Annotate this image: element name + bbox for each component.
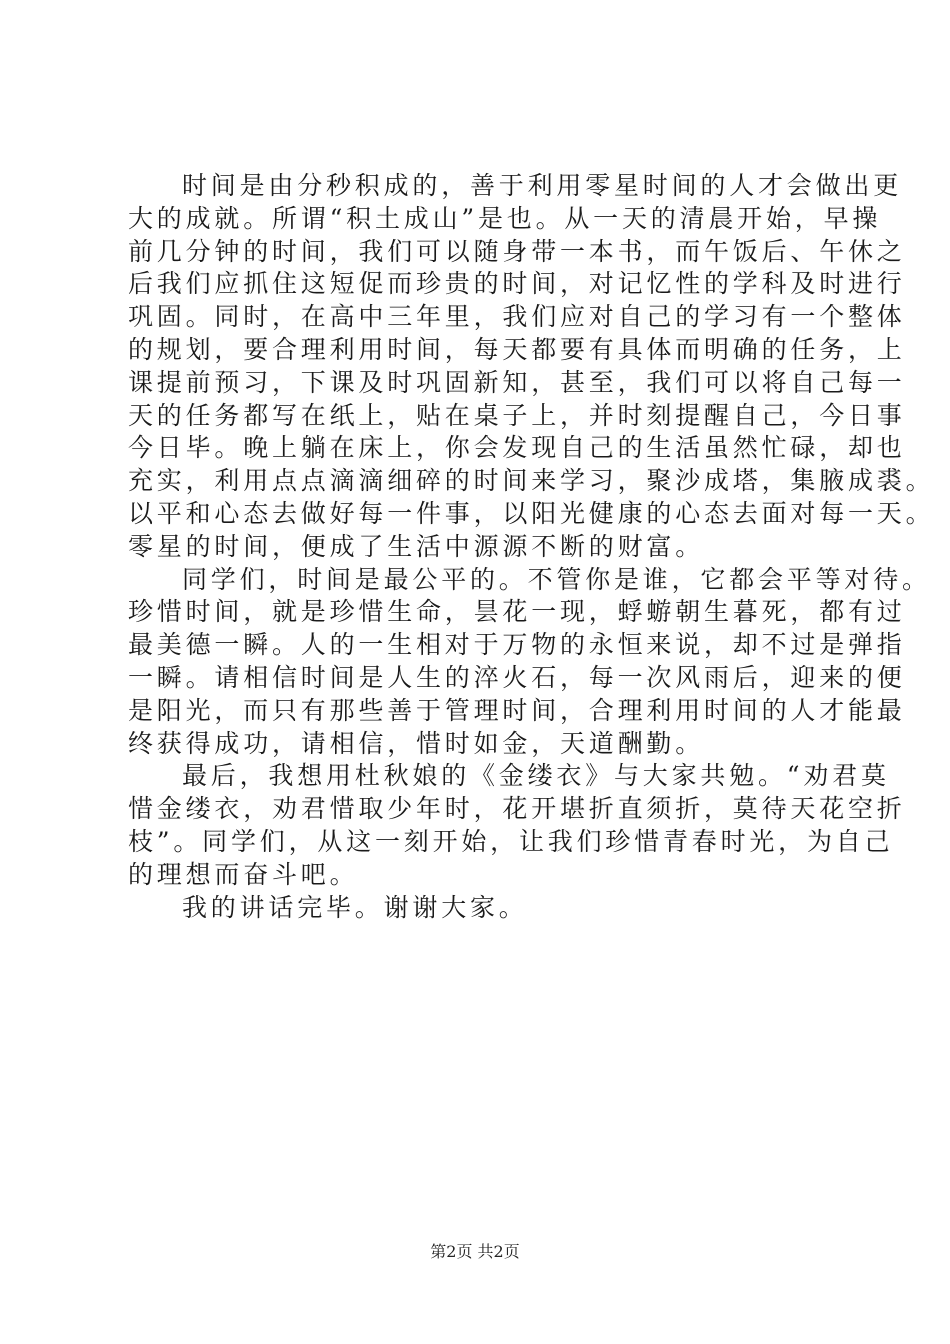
text-line: 巩固。同时，在高中三年里，我们应对自己的学习有一个整体	[128, 302, 906, 332]
text-line: 的规划，要合理利用时间，每天都要有具体而明确的任务，上	[128, 334, 906, 364]
paragraph-4	[128, 892, 840, 925]
text-line: 后我们应抓住这短促而珍贵的时间，对记忆性的学科及时进行	[128, 269, 906, 299]
text-line: 课提前预习，下课及时巩固新知，甚至，我们可以将自己每一	[128, 367, 906, 397]
text-line: 终获得成功，请相信，惜时如金，天道酬勤。	[128, 728, 705, 758]
text-line: 今日毕。晚上躺在床上，你会发现自己的生活虽然忙碌，却也	[128, 433, 906, 463]
text-line: 的理想而奋斗吧。	[128, 859, 359, 889]
text-line: 是阳光，而只有那些善于管理时间，合理利用时间的人才能最	[128, 695, 906, 725]
text-line: 大的成就。所谓“积土成山”是也。从一天的清晨开始，早操	[128, 203, 882, 233]
text-line: 以平和心态去做好每一件事，以阳光健康的心态去面对每一天。	[128, 498, 935, 528]
speech-body	[128, 170, 935, 924]
text-line: 同学们，时间是最公平的。不管你是谁，它都会平等对待。	[182, 564, 931, 594]
text-line: 前几分钟的时间，我们可以随身带一本书，而午饭后、午休之	[128, 236, 906, 266]
text-line: 充实，利用点点滴滴细碎的时间来学习，聚沙成塔，集腋成裘。	[128, 466, 935, 496]
text-line: 零星的时间，便成了生活中源源不断的财富。	[128, 531, 705, 561]
text-line: 我的讲话完毕。谢谢大家。	[182, 892, 528, 922]
paragraph-1	[128, 170, 935, 564]
text-line: 惜金缕衣，劝君惜取少年时，花开堪折直须折，莫待天花空折	[128, 794, 906, 824]
paragraph-2	[128, 564, 931, 761]
paragraph-3	[128, 760, 906, 891]
text-line: 时间是由分秒积成的，善于利用零星时间的人才会做出更	[182, 171, 903, 200]
text-line: 珍惜时间，就是珍惜生命，昙花一现，蜉蝣朝生暮死，都有过	[128, 597, 906, 627]
text-line: 一瞬。请相信时间是人生的淬火石，每一次风雨后，迎来的便	[128, 662, 906, 692]
text-line: 天的任务都写在纸上，贴在桌子上，并时刻提醒自己，今日事	[128, 400, 906, 430]
text-line: 最美德一瞬。人的一生相对于万物的永恒来说，却不过是弹指	[128, 630, 906, 660]
text-line: 最后，我想用杜秋娘的《金缕衣》与大家共勉。“劝君莫	[182, 761, 890, 791]
page-number-footer: 第2页 共2页	[430, 1242, 520, 1261]
text-line: 枝”。同学们，从这一刻开始，让我们珍惜青春时光，为自己	[128, 826, 894, 856]
